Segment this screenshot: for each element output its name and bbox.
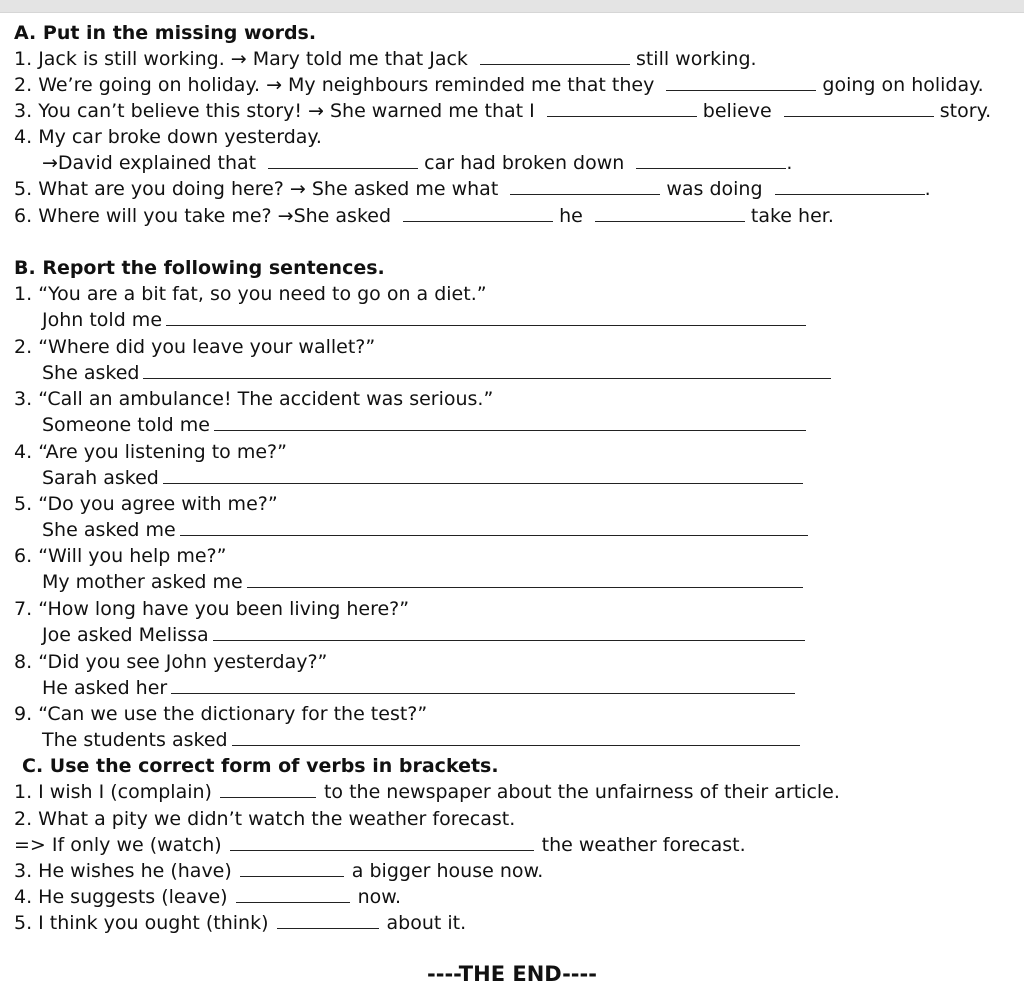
section-c-q2-continued: => If only we (watch) the weather forecast. [14, 834, 746, 856]
section-b-heading: B. Report the following sentences. [14, 257, 385, 279]
section-c-heading: C. Use the correct form of verbs in brackets. [22, 755, 499, 777]
section-a-q4-continued: →David explained that car had broken down . [42, 152, 793, 174]
answer-blank[interactable] [480, 48, 630, 65]
answer-blank[interactable] [510, 178, 660, 195]
section-a-q6: 6. Where will you take me? →She asked he take her. [14, 205, 834, 227]
section-b-q7-quote: 7. “How long have you been living here?” [14, 598, 410, 620]
section-b-q8-quote: 8. “Did you see John yesterday?” [14, 651, 328, 673]
section-b-q2-quote: 2. “Where did you leave your wallet?” [14, 336, 376, 358]
answer-line[interactable] [180, 519, 808, 536]
answer-line[interactable] [247, 571, 803, 588]
answer-blank[interactable] [277, 912, 379, 929]
section-b-q9-quote: 9. “Can we use the dictionary for the test?” [14, 703, 428, 725]
section-a-q4: 4. My car broke down yesterday. [14, 126, 322, 148]
section-b-q5-quote: 5. “Do you agree with me?” [14, 493, 278, 515]
the-end-footer: ----THE END---- [427, 962, 597, 986]
answer-blank[interactable] [547, 100, 697, 117]
answer-blank[interactable] [595, 205, 745, 222]
answer-blank[interactable] [666, 74, 816, 91]
section-b-q8-answer: He asked her [42, 676, 795, 700]
answer-line[interactable] [171, 677, 795, 694]
answer-blank[interactable] [784, 100, 934, 117]
section-a-q2: 2. We’re going on holiday. → My neighbours reminded me that they going on holiday. [14, 74, 984, 96]
answer-line[interactable] [166, 309, 806, 326]
section-b-q4-quote: 4. “Are you listening to me?” [14, 441, 287, 463]
section-b-q3-quote: 3. “Call an ambulance! The accident was serious.” [14, 388, 494, 410]
answer-line[interactable] [143, 362, 831, 379]
section-b-q7-answer: Joe asked Melissa [42, 623, 805, 647]
answer-blank[interactable] [268, 152, 418, 169]
answer-blank[interactable] [775, 178, 925, 195]
section-b-q9-answer: The students asked [42, 728, 800, 752]
answer-blank[interactable] [240, 860, 344, 877]
answer-line[interactable] [214, 414, 806, 431]
section-c-q1: 1. I wish I (complain) to the newspaper about the unfairness of their article. [14, 781, 840, 803]
section-c-q5: 5. I think you ought (think) about it. [14, 912, 467, 934]
section-b-q3-answer: Someone told me [42, 413, 806, 437]
section-b-q1-answer: John told me [42, 308, 806, 332]
section-c-q4: 4. He suggests (leave) now. [14, 886, 402, 908]
answer-blank[interactable] [220, 781, 316, 798]
answer-blank[interactable] [636, 152, 786, 169]
section-b-q1-quote: 1. “You are a bit fat, so you need to go on a diet.” [14, 283, 487, 305]
section-c-q2: 2. What a pity we didn’t watch the weather forecast. [14, 808, 516, 830]
section-b-q4-answer: Sarah asked [42, 466, 803, 490]
section-a-q1: 1. Jack is still working. → Mary told me that Jack still working. [14, 48, 757, 70]
section-b-q5-answer: She asked me [42, 518, 808, 542]
answer-line[interactable] [232, 729, 800, 746]
answer-blank[interactable] [403, 205, 553, 222]
section-a-heading: A. Put in the missing words. [14, 22, 317, 44]
answer-blank[interactable] [236, 886, 350, 903]
answer-line[interactable] [213, 624, 805, 641]
section-c-q3: 3. He wishes he (have) a bigger house now. [14, 860, 544, 882]
section-b-q6-answer: My mother asked me [42, 570, 803, 594]
section-a-q5: 5. What are you doing here? → She asked me what was doing . [14, 178, 931, 200]
top-bar [0, 0, 1024, 13]
answer-line[interactable] [163, 467, 803, 484]
section-b-q2-answer: She asked [42, 361, 831, 385]
answer-blank[interactable] [230, 834, 534, 851]
section-a-q3: 3. You can’t believe this story! → She warned me that I believe story. [14, 100, 992, 122]
section-b-q6-quote: 6. “Will you help me?” [14, 545, 227, 567]
